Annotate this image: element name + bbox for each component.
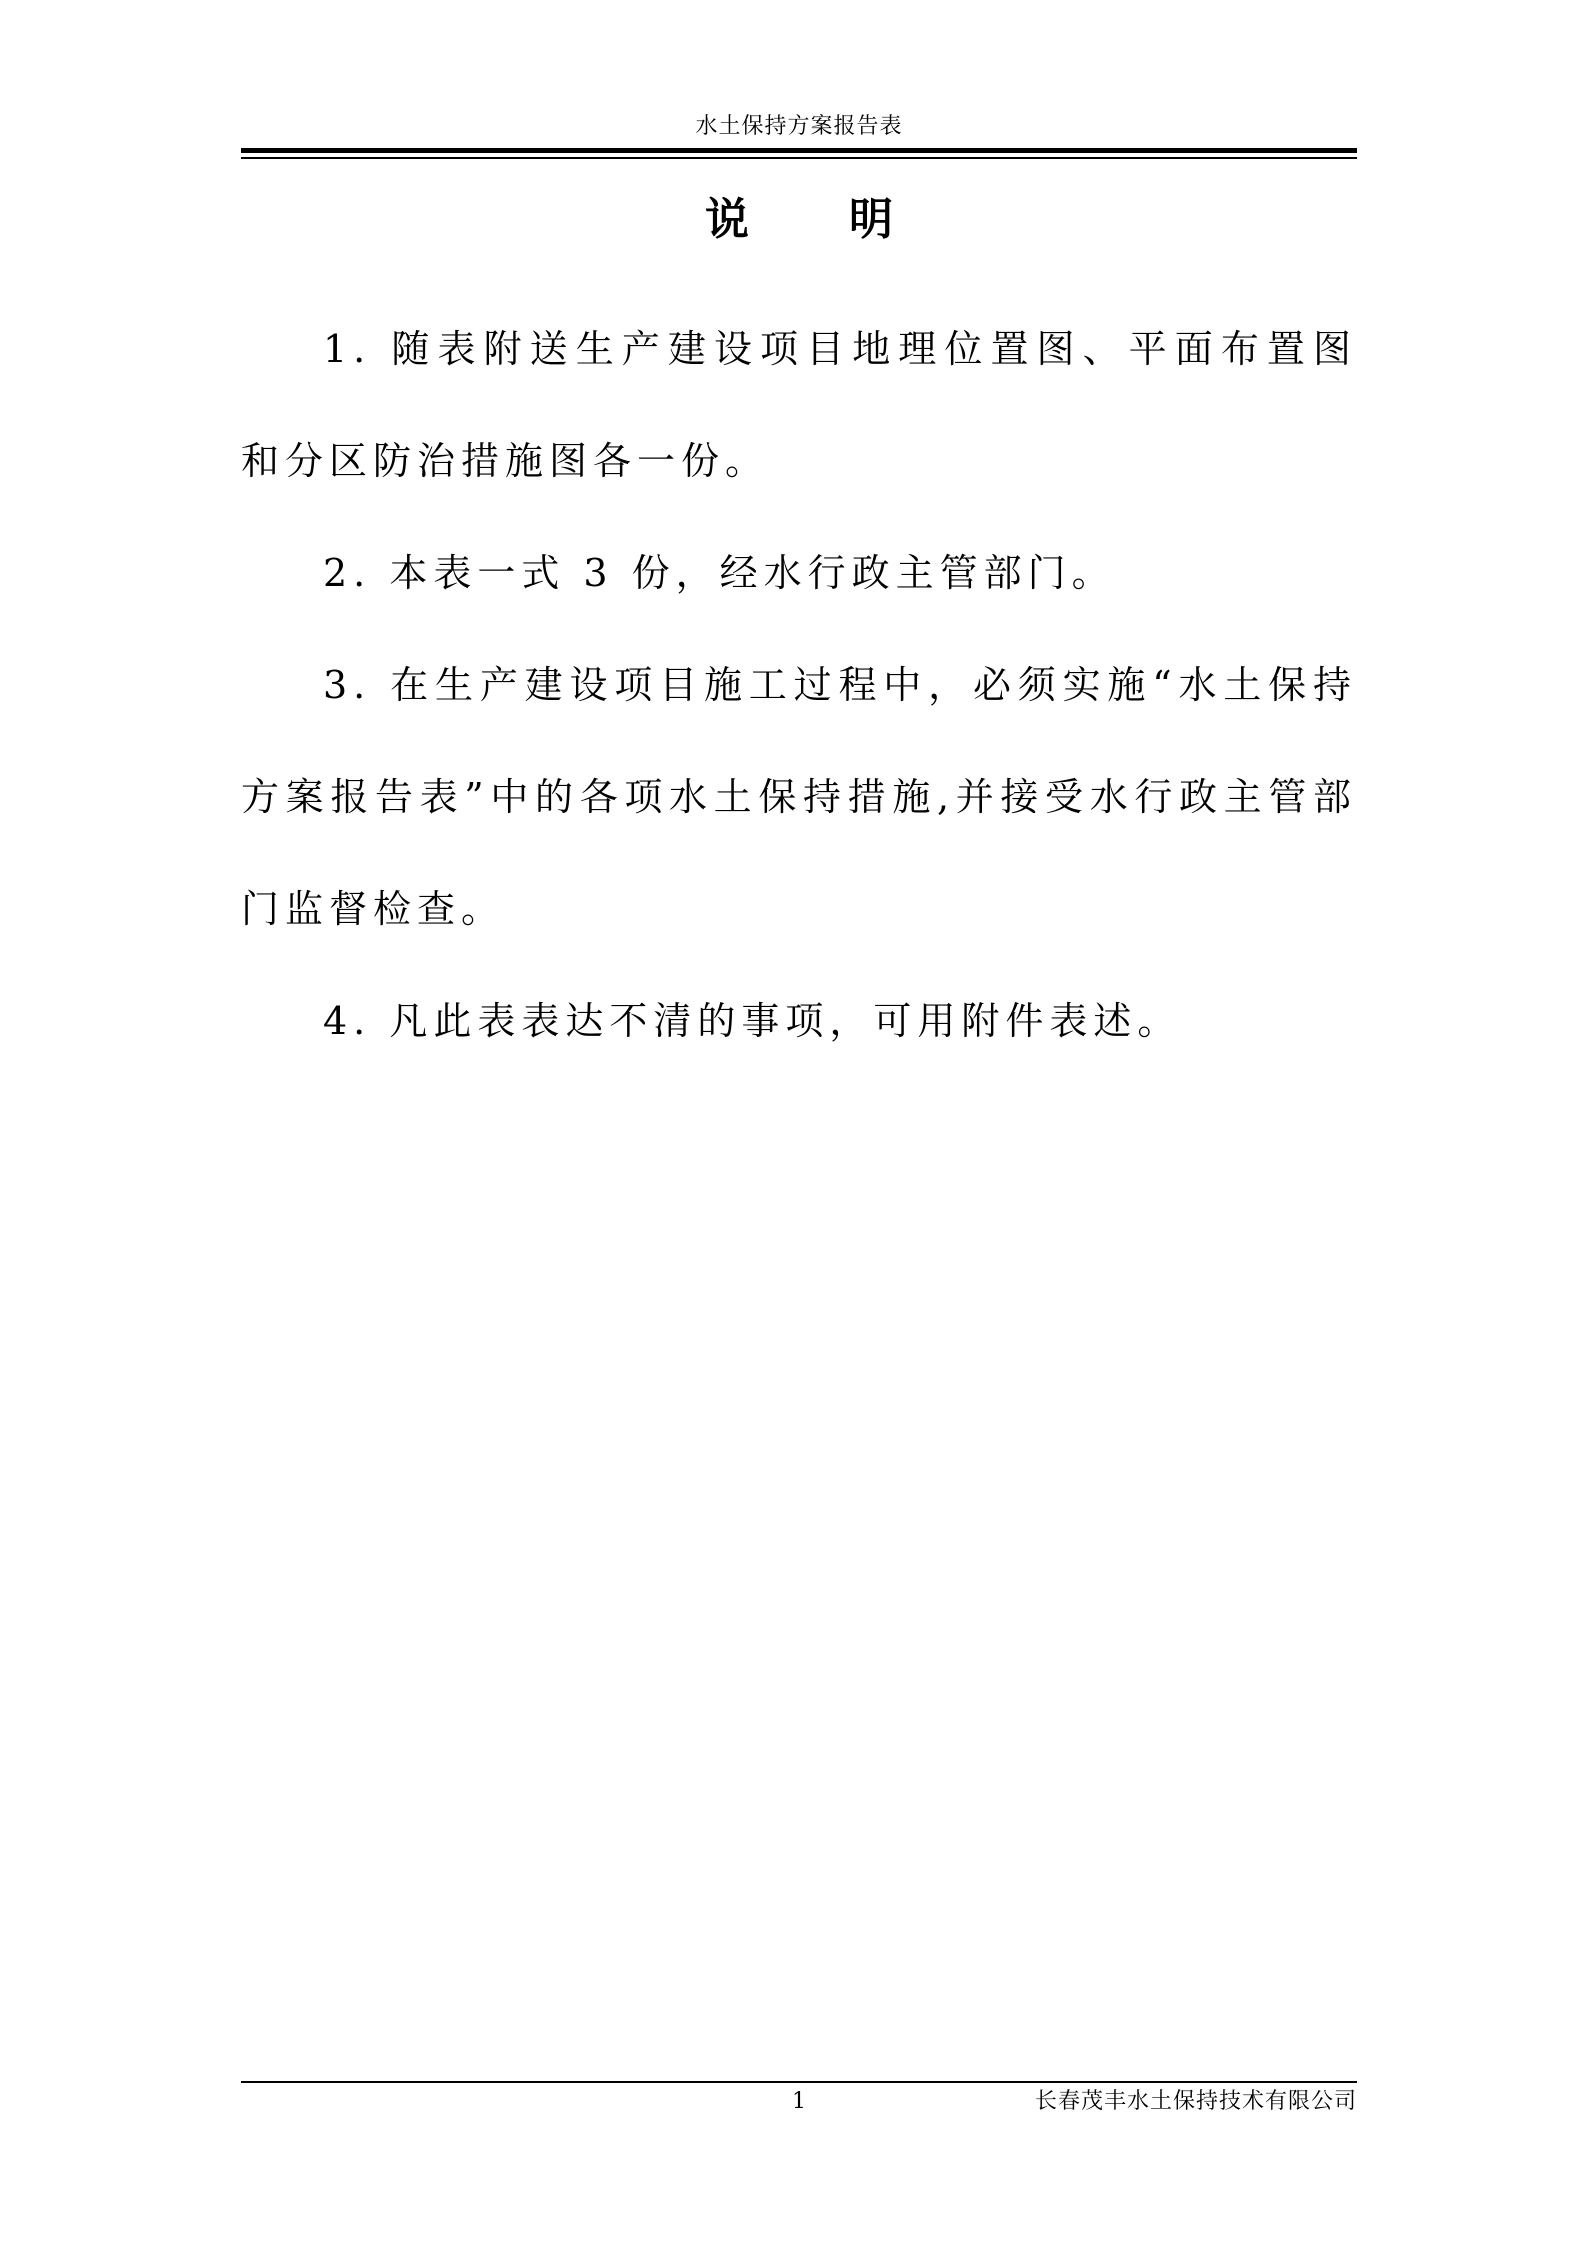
instruction-item-1: 1. 随表附送生产建设项目地理位置图、平面布置图和分区防治措施图各一份。 (241, 327, 1357, 483)
footer-rule (241, 2081, 1357, 2083)
header-rule-thin (241, 157, 1357, 159)
header-rule-thick (241, 148, 1357, 153)
instruction-item-3: 3. 在生产建设项目施工过程中，必须实施“水土保持方案报告表”中的各项水土保持措施,并接受水行政主管部门监督检查。 (241, 663, 1357, 931)
instruction-item-2: 2. 本表一式 3 份，经水行政主管部门。 (323, 551, 1116, 595)
instruction-item-4: 4. 凡此表表达不清的事项，可用附件表述。 (323, 999, 1182, 1043)
footer-company-name: 长春茂丰水土保持技术有限公司 (1034, 2089, 1357, 2114)
page-title: 说明 (705, 194, 993, 245)
page-header-title: 水土保持方案报告表 (695, 114, 903, 139)
page-number: 1 (792, 2089, 806, 2114)
instructions-body (241, 293, 1357, 1077)
